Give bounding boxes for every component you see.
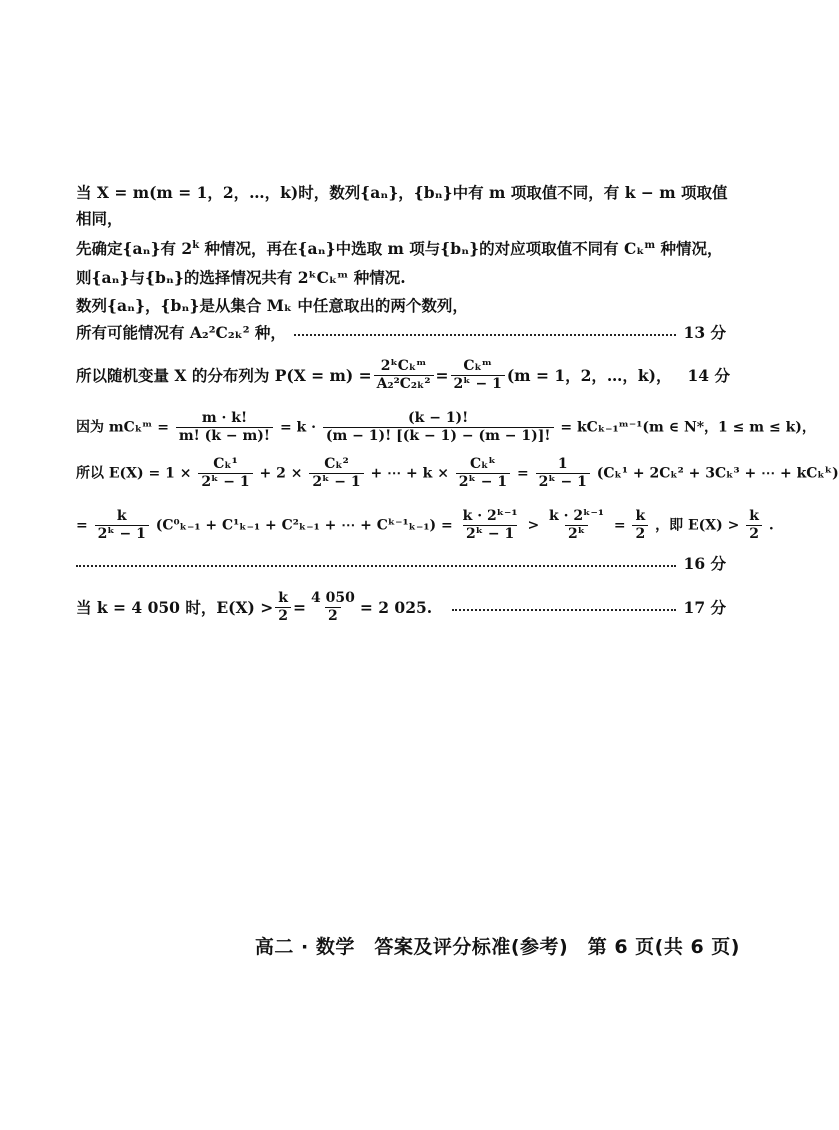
- greater-than-sign: >: [527, 517, 540, 534]
- text-line-10: [76, 508, 774, 543]
- fraction: [309, 456, 363, 491]
- equals-sign: =: [293, 597, 306, 617]
- line-1-text: 当 X = m(m = 1，2，…，k)时，数列{aₙ}，{bₙ}中有 m 项取值不同，有 k − m 项取值: [76, 183, 728, 202]
- line-9-pre: 所以 E(X) = 1 ×: [76, 465, 192, 482]
- fraction: [374, 358, 434, 393]
- fraction: [95, 508, 149, 543]
- fraction-numerator: 1: [557, 456, 568, 472]
- fraction: [323, 410, 554, 445]
- leader-dots: [76, 565, 676, 567]
- line-3-sup: k: [192, 239, 200, 251]
- leader-dots: [294, 334, 676, 336]
- fraction: [456, 456, 510, 491]
- equals-sign: =: [613, 517, 626, 534]
- fraction: [460, 508, 521, 543]
- fraction-numerator: k: [749, 508, 759, 524]
- fraction: [198, 456, 252, 491]
- score-16: 16 分: [683, 554, 726, 573]
- fraction: [746, 508, 762, 543]
- period: .: [768, 517, 774, 534]
- fraction-numerator: Cₖ¹: [213, 456, 238, 472]
- fraction-numerator: Cₖᵏ: [470, 456, 496, 472]
- score-14: 14 分: [687, 365, 730, 385]
- text-line-3: [76, 237, 726, 261]
- fraction-numerator: k: [635, 508, 646, 524]
- fraction-numerator: k: [116, 508, 127, 524]
- line-7-post: (m = 1，2，…，k)，: [506, 365, 672, 385]
- fraction-denominator: 2: [632, 525, 648, 543]
- score-line-16: [76, 552, 726, 576]
- text-line-5: [76, 294, 726, 318]
- fraction-numerator: 2ᵏCₖᵐ: [380, 358, 427, 374]
- line-10-mid1: (C⁰ₖ₋₁ + C¹ₖ₋₁ + C²ₖ₋₁ + ⋯ + Cᵏ⁻¹ₖ₋₁) =: [155, 517, 453, 534]
- line-3-part-b: 种情况，再在{aₙ}中选取 m 项与{bₙ}的对应项取值不同有 C: [199, 239, 637, 258]
- fraction-denominator: 2: [325, 607, 341, 625]
- fraction-denominator: 2: [275, 607, 291, 625]
- fraction: [308, 590, 358, 625]
- fraction-denominator: 2ᵏ − 1: [463, 525, 517, 543]
- line-8-post: = kCₖ₋₁ᵐ⁻¹(m ∈ N*，1 ≤ m ≤ k)，: [560, 419, 816, 436]
- text-line-1: [76, 181, 726, 205]
- fraction-denominator: 2ᵏ: [565, 525, 588, 543]
- fraction-denominator: 2ᵏ − 1: [198, 473, 252, 491]
- fraction: [546, 508, 607, 543]
- equals-sign: =: [76, 517, 88, 534]
- text-line-4: [76, 266, 726, 290]
- score-17: 17 分: [683, 597, 726, 617]
- fraction-denominator: (m − 1)! [(k − 1) − (m − 1)]!: [323, 427, 554, 445]
- line-12-pre: 当 k = 4 050 时，E(X) >: [76, 597, 274, 617]
- fraction-numerator: 4 050: [311, 590, 355, 606]
- text-line-8: [76, 410, 816, 445]
- line-6-text: 所有可能情况有 A₂²C₂ₖ² 种，: [76, 323, 286, 342]
- line-4-text: 则{aₙ}与{bₙ}的选择情况共有 2ᵏCₖᵐ 种情况.: [76, 268, 406, 287]
- fraction-denominator: 2ᵏ − 1: [95, 525, 149, 543]
- fraction-denominator: 2ᵏ − 1: [309, 473, 363, 491]
- score-13: 13 分: [683, 323, 726, 342]
- fraction: [632, 508, 648, 543]
- fraction-denominator: m! (k − m)!: [176, 427, 273, 445]
- line-7-pre: 所以随机变量 X 的分布列为 P(X = m) =: [76, 365, 372, 385]
- line-3-sup2: m: [644, 239, 656, 251]
- fraction-numerator: k · 2ᵏ⁻¹: [462, 508, 518, 524]
- leader-dots: [452, 609, 675, 611]
- text-line-9: [76, 456, 839, 491]
- equals-sign: =: [516, 465, 529, 482]
- fraction-denominator: 2ᵏ − 1: [451, 375, 505, 393]
- line-3-part-d: 种情况，: [655, 239, 723, 258]
- score-line-14: [76, 358, 730, 393]
- line-9-mid2: + ⋯ + k ×: [370, 465, 449, 482]
- line-9-mid1: + 2 ×: [259, 465, 303, 482]
- line-9-post: (Cₖ¹ + 2Cₖ² + 3Cₖ³ + ⋯ + kCₖᵏ): [596, 465, 839, 482]
- fraction-denominator: 2: [746, 525, 762, 543]
- line-10-mid2: ，即 E(X) >: [655, 517, 740, 534]
- fraction: [176, 410, 273, 445]
- line-8-pre: 因为 mCₖᵐ =: [76, 419, 169, 436]
- line-12-post: = 2 025.: [359, 597, 433, 617]
- page-footer: 高二 · 数学 答案及评分标准(参考) 第 6 页(共 6 页): [254, 936, 740, 958]
- fraction-denominator: 2ᵏ − 1: [456, 473, 510, 491]
- fraction-denominator: 2ᵏ − 1: [536, 473, 590, 491]
- line-3-part-a: 先确定{aₙ}有 2: [76, 239, 193, 258]
- score-line-13: [76, 321, 726, 345]
- fraction-numerator: Cₖᵐ: [463, 358, 492, 374]
- fraction-numerator: Cₖ²: [324, 456, 349, 472]
- line-8-mid: = k ·: [279, 419, 316, 436]
- line-5-text: 数列{aₙ}，{bₙ}是从集合 Mₖ 中任意取出的两个数列，: [76, 296, 468, 315]
- fraction-numerator: (k − 1)!: [408, 410, 469, 426]
- fraction: [275, 590, 291, 625]
- fraction: [451, 358, 505, 393]
- line-3-sub: ₖ: [636, 239, 645, 258]
- fraction-numerator: k: [278, 590, 288, 606]
- equals-sign: =: [435, 365, 449, 385]
- fraction-numerator: m · k!: [201, 410, 248, 426]
- score-line-17: [76, 590, 726, 625]
- text-line-2: [76, 207, 726, 231]
- fraction-denominator: A₂²C₂ₖ²: [374, 375, 434, 393]
- fraction: [536, 456, 590, 491]
- line-2-text: 相同，: [76, 209, 123, 228]
- fraction-numerator: k · 2ᵏ⁻¹: [549, 508, 604, 524]
